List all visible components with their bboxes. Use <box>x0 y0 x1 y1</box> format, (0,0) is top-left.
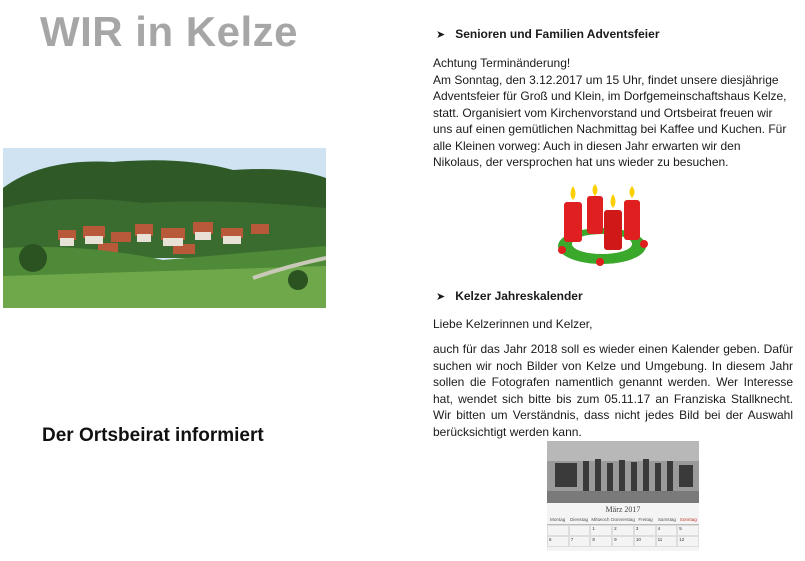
calendar-day-cell: 1 <box>590 525 612 536</box>
advent-notice: Achtung Terminänderung! <box>433 56 571 70</box>
calendar-weekday-row <box>547 517 699 525</box>
calendar-day-cell: 8 <box>590 536 612 547</box>
advent-body: Am Sonntag, den 3.12.2017 um 15 Uhr, findet unsere diesjährige Adventsfeier für Groß und Klein, im Dorfgemeinschaftshaus Kelze, statt. Organisiert vom Kirchenvorstand und Ortsbeirat freuen wir uns auf einen gemütlichen Nachmittag bei Kaffee und Kuchen. Für alle Kleinen vorweg: Auch in diesen Jahr erwarten wir den Nikolaus, der versprochen hat uns wieder zu besuchen. <box>433 72 787 169</box>
calendar-weekday: Samstag <box>657 517 676 522</box>
calendar-day-cell: 12 <box>677 536 699 547</box>
calendar-day-cell: 5 <box>677 525 699 536</box>
advent-heading <box>436 27 659 41</box>
arrowhead-right-icon: ➤ <box>436 28 446 41</box>
calendar-day-cell: 9 <box>612 536 634 547</box>
calendar-greeting: Liebe Kelzerinnen und Kelzer, <box>433 317 593 331</box>
masthead-title: WIR in Kelze <box>40 8 299 55</box>
calendar-day-cell <box>569 525 591 536</box>
calendar-day-cells <box>547 525 699 547</box>
advent-text-block <box>433 55 793 171</box>
calendar-weekday: Montag <box>550 517 566 522</box>
calendar-day-cell: 4 <box>656 525 678 536</box>
calendar-historic-photo <box>547 441 699 503</box>
calendar-day-cell: 6 <box>547 536 569 547</box>
calendar-day-cell: 2 <box>612 525 634 536</box>
calendar-day-cell <box>547 525 569 536</box>
calendar-heading-text: Kelzer Jahreskalender <box>455 289 583 303</box>
calendar-grid <box>547 517 699 551</box>
calendar-weekday: Freitag <box>638 517 653 522</box>
advent-wreath-illustration <box>552 180 650 268</box>
advent-heading-text: Senioren und Familien Adventsfeier <box>455 27 660 41</box>
arrowhead-right-icon: ➤ <box>436 290 446 303</box>
calendar-weekday: Donnerstag <box>611 517 635 522</box>
calendar-day-cell: 11 <box>656 536 678 547</box>
calendar-month-label: März 2017 <box>605 505 641 514</box>
calendar-day-cell: 3 <box>634 525 656 536</box>
calendar-day-cell: 10 <box>634 536 656 547</box>
calendar-body: auch für das Jahr 2018 soll es wieder einen Kalender geben. Dafür suchen wir noch Bilder von Kelze und Umgebung. In diesem Jahr sollen die Fotografen namentlich genannt werden. Wer Interesse hat, wendet sich bitte bis zum 05.11.17 an Franziska Stallknecht. Wir bitten um Verständnis, dass nicht jedes Bild bei der Auswahl berücksichtigt werden kann. <box>433 342 793 439</box>
calendar-weekday: Mittwoch <box>591 517 610 522</box>
calendar-day-cell: 7 <box>569 536 591 547</box>
calendar-heading <box>436 289 583 303</box>
calendar-weekday: Sonntag <box>679 517 697 522</box>
section-subtitle: Der Ortsbeirat informiert <box>42 425 264 446</box>
village-photo <box>3 148 326 308</box>
calendar-photo <box>547 441 699 551</box>
calendar-weekday: Dienstag <box>569 517 589 522</box>
